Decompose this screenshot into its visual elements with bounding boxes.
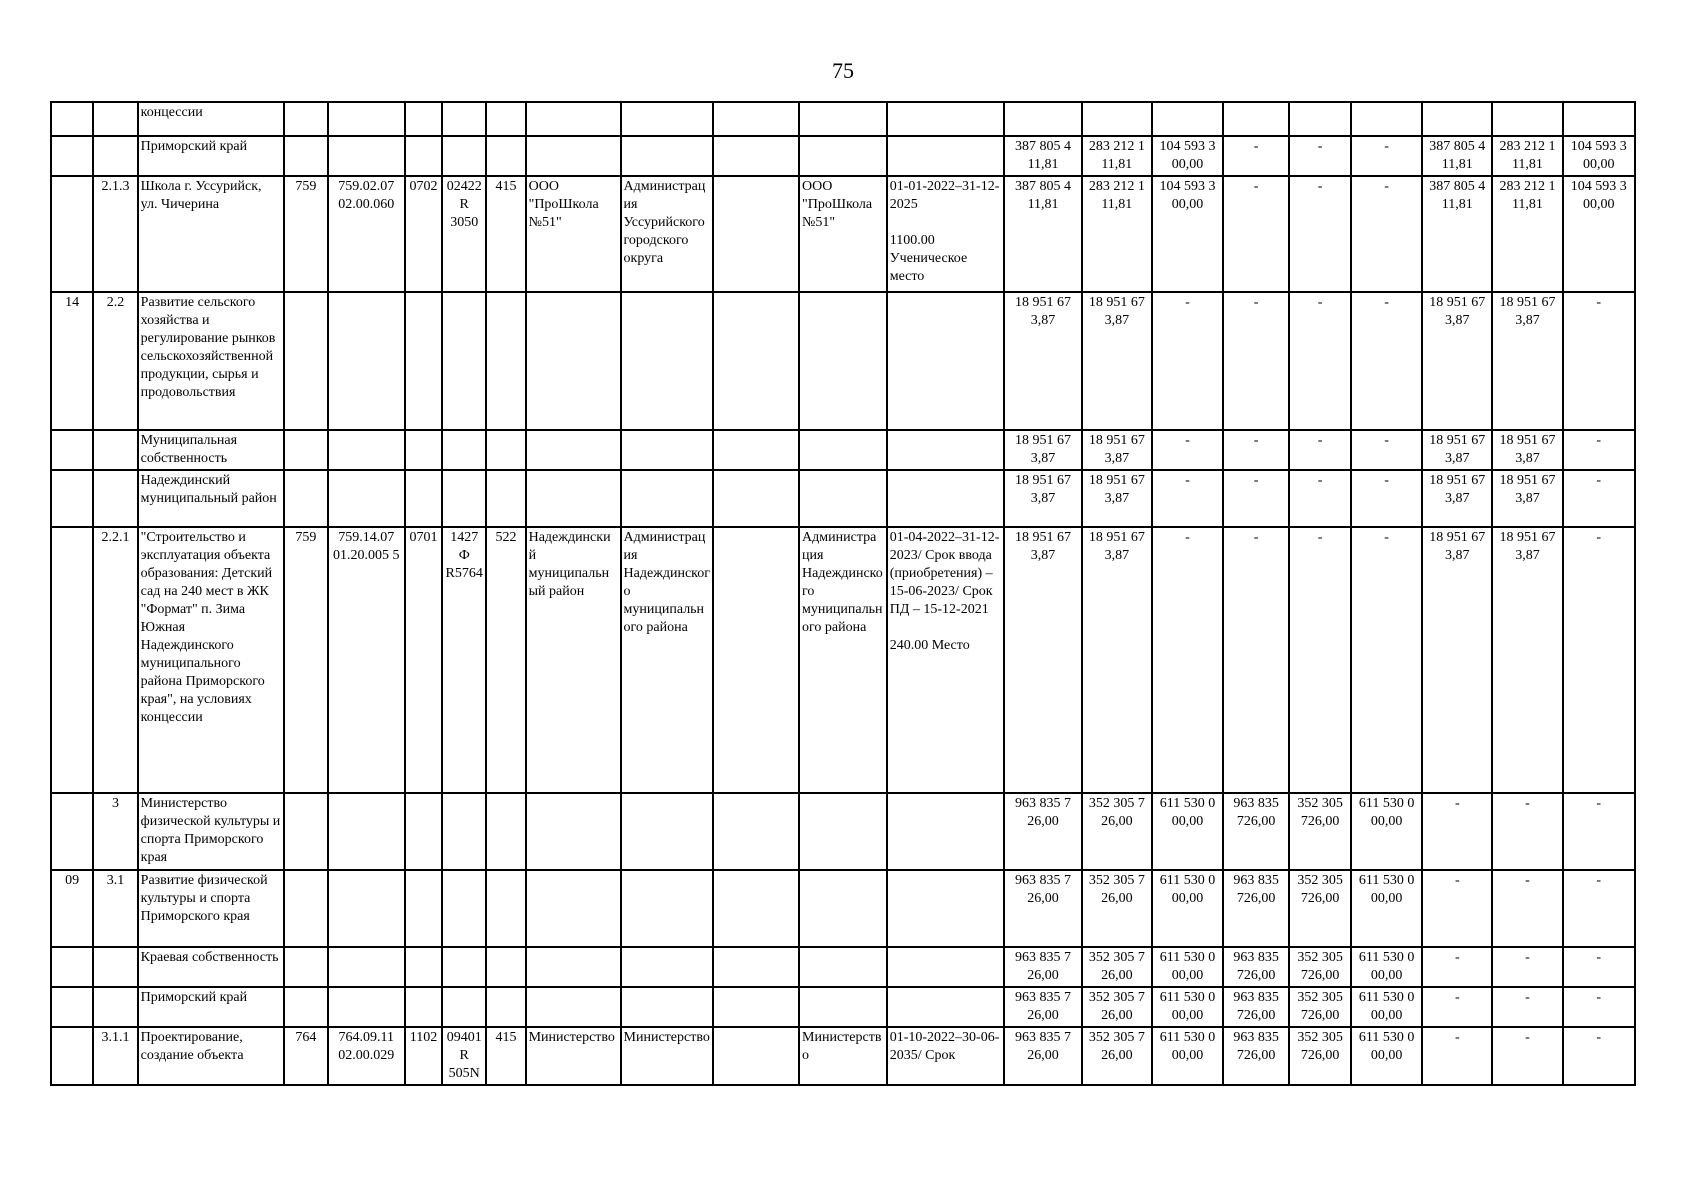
table-cell: 611 530 0 00,00 [1152,793,1223,870]
table-cell [284,470,327,527]
table-cell [713,1027,799,1085]
table-row [51,102,1635,136]
table-cell [887,102,1005,136]
table-cell: 611 530 0 00,00 [1351,947,1422,987]
table-cell: - [1152,430,1223,470]
table-cell [713,793,799,870]
table-cell [713,870,799,947]
table-cell [328,793,405,870]
table-cell [621,793,714,870]
table-row [51,292,1635,430]
table-cell [1082,102,1152,136]
table-cell [51,527,93,793]
table-cell: - [1351,292,1422,430]
table-cell [1422,102,1492,136]
table-cell [486,947,525,987]
table-cell: Министерство [621,1027,714,1085]
table-cell [442,987,486,1027]
table-cell [621,292,714,430]
table-cell: 1102 [405,1027,442,1085]
table-cell [442,793,486,870]
table-cell: 963 835 726,00 [1223,870,1289,947]
table-cell: 18 951 67 3,87 [1082,430,1152,470]
table-cell: - [1422,987,1492,1027]
table-cell [621,136,714,176]
table-cell: 611 530 0 00,00 [1351,870,1422,947]
table-cell [526,102,621,136]
table-cell: 18 951 67 3,87 [1422,470,1492,527]
table-cell: 963 835 726,00 [1223,947,1289,987]
table-cell [621,870,714,947]
table-cell: 18 951 67 3,87 [1492,430,1562,470]
table-cell: 283 212 1 11,81 [1492,176,1562,292]
table-cell: - [1223,527,1289,793]
table-cell: 104 593 3 00,00 [1563,176,1635,292]
table-cell [799,102,887,136]
page-number: 75 [832,58,854,83]
table-cell: 759.02.07 02.00.060 [328,176,405,292]
table-row [51,1027,1635,1085]
table-cell: ООО "ПроШкола №51" [799,176,887,292]
table-cell [405,470,442,527]
table-cell: Развитие сельского хозяйства и регулирование рынков сельскохозяйственной продукции, сырья и продовольствия [138,292,285,430]
budget-table [50,101,1636,1086]
table-cell [51,793,93,870]
table-cell: - [1289,292,1351,430]
table-cell [1004,102,1081,136]
table-cell [1223,102,1289,136]
table-cell: 764 [284,1027,327,1085]
table-cell: - [1563,987,1635,1027]
table-cell [713,470,799,527]
table-cell [713,947,799,987]
table-cell: 2.1.3 [93,176,137,292]
table-cell: 522 [486,527,525,793]
table-cell: 01-10-2022–30-06-2035/ Срок [887,1027,1005,1085]
table-cell: Администрация Надеждинского муниципального района [799,527,887,793]
table-cell [799,947,887,987]
table-cell: 611 530 0 00,00 [1351,987,1422,1027]
table-cell: - [1289,176,1351,292]
table-cell [887,793,1005,870]
table-cell: 01-04-2022–31-12-2023/ Срок ввода (приобретения) – 15-06-2023/ Срок ПД – 15-12-2021 240.00 Место [887,527,1005,793]
table-cell: - [1492,1027,1562,1085]
table-cell: 18 951 67 3,87 [1492,292,1562,430]
table-cell [284,292,327,430]
table-cell [93,102,137,136]
table-row [51,176,1635,292]
table-cell [51,102,93,136]
table-cell: 963 835 7 26,00 [1004,1027,1081,1085]
table-cell [328,870,405,947]
table-cell [442,947,486,987]
table-cell: 18 951 67 3,87 [1004,470,1081,527]
table-cell: 759 [284,176,327,292]
table-cell: - [1351,136,1422,176]
table-cell: Министерство [526,1027,621,1085]
table-cell: 352 305 7 26,00 [1082,1027,1152,1085]
table-cell [526,292,621,430]
table-cell [713,102,799,136]
table-cell: 18 951 67 3,87 [1422,430,1492,470]
table-row [51,430,1635,470]
table-cell [328,947,405,987]
table-cell [405,870,442,947]
table-cell: 283 212 1 11,81 [1082,136,1152,176]
table-cell [887,136,1005,176]
table-cell [621,102,714,136]
table-cell [486,102,525,136]
table-cell [526,136,621,176]
table-cell: 14 [51,292,93,430]
table-cell [887,430,1005,470]
table-cell: концессии [138,102,285,136]
table-cell [1289,102,1351,136]
table-cell: 415 [486,176,525,292]
table-cell: - [1351,176,1422,292]
table-cell [713,176,799,292]
table-cell [799,136,887,176]
table-cell: 18 951 67 3,87 [1082,292,1152,430]
table-cell [887,987,1005,1027]
table-cell: Министерство физической культуры и спорта Приморского края [138,793,285,870]
table-cell [887,292,1005,430]
table-cell: 01-01-2022–31-12-2025 1100.00 Ученическое место [887,176,1005,292]
table-cell: 283 212 1 11,81 [1492,136,1562,176]
table-row [51,136,1635,176]
table-cell [284,430,327,470]
table-cell [51,176,93,292]
table-cell: 104 593 3 00,00 [1563,136,1635,176]
table-cell: Краевая собственность [138,947,285,987]
table-cell: 963 835 726,00 [1223,793,1289,870]
table-cell: Администрация Надеждинского муниципального района [621,527,714,793]
table-cell [405,947,442,987]
table-cell: 352 305 7 26,00 [1082,793,1152,870]
table-cell [442,292,486,430]
table-cell: 18 951 67 3,87 [1004,292,1081,430]
table-cell: 387 805 4 11,81 [1422,176,1492,292]
table-cell [887,947,1005,987]
table-cell: - [1223,292,1289,430]
table-cell: - [1422,870,1492,947]
table-cell: 352 305 7 26,00 [1082,870,1152,947]
table-cell: Муниципальная собственность [138,430,285,470]
table-cell [284,870,327,947]
table-cell [51,987,93,1027]
table-cell: 3.1.1 [93,1027,137,1085]
table-cell [405,102,442,136]
table-cell [713,430,799,470]
table-cell [284,793,327,870]
table-cell: 759 [284,527,327,793]
table-cell: 352 305 726,00 [1289,1027,1351,1085]
table-cell: 387 805 4 11,81 [1004,136,1081,176]
table-cell [93,136,137,176]
table-row [51,793,1635,870]
table-cell: 18 951 67 3,87 [1004,527,1081,793]
table-cell: - [1492,987,1562,1027]
table-cell [93,987,137,1027]
table-cell: - [1563,430,1635,470]
table-cell [284,987,327,1027]
table-cell [799,430,887,470]
table-cell: Надеждинский муниципальный район [526,527,621,793]
table-cell [51,947,93,987]
table-cell [328,292,405,430]
table-cell: 611 530 0 00,00 [1152,870,1223,947]
table-cell [93,947,137,987]
table-cell [93,470,137,527]
table-cell: 09 [51,870,93,947]
table-cell: 104 593 3 00,00 [1152,176,1223,292]
table-cell: 3 [93,793,137,870]
table-cell [328,470,405,527]
table-cell: 352 305 7 26,00 [1082,947,1152,987]
table-cell: 611 530 0 00,00 [1152,987,1223,1027]
table-cell [486,870,525,947]
table-cell: 387 805 4 11,81 [1422,136,1492,176]
table-cell: 963 835 7 26,00 [1004,947,1081,987]
table-cell: - [1351,470,1422,527]
table-cell: 611 530 0 00,00 [1152,947,1223,987]
table-cell [526,793,621,870]
table-cell [284,102,327,136]
table-cell: 759.14.07 01.20.005 5 [328,527,405,793]
table-row [51,947,1635,987]
table-row [51,987,1635,1027]
table-cell: 963 835 726,00 [1223,1027,1289,1085]
table-cell: - [1351,527,1422,793]
table-cell [799,470,887,527]
table-cell [405,136,442,176]
table-cell [51,136,93,176]
table-cell [887,870,1005,947]
table-cell: - [1289,136,1351,176]
table-cell [526,987,621,1027]
table-cell: - [1351,430,1422,470]
table-cell: 387 805 4 11,81 [1004,176,1081,292]
table-cell: 415 [486,1027,525,1085]
table-cell [713,292,799,430]
table-cell [526,870,621,947]
table-cell: 352 305 7 26,00 [1082,987,1152,1027]
table-cell [486,430,525,470]
table-cell: 352 305 726,00 [1289,987,1351,1027]
table-cell: 611 530 0 00,00 [1351,1027,1422,1085]
table-cell: 963 835 7 26,00 [1004,987,1081,1027]
table-cell: - [1152,470,1223,527]
table-cell: - [1563,947,1635,987]
table-cell [713,987,799,1027]
table-cell: Приморский край [138,987,285,1027]
table-row [51,527,1635,793]
table-cell: - [1492,947,1562,987]
table-cell: 2.2 [93,292,137,430]
table-cell [442,430,486,470]
table-cell: 3.1 [93,870,137,947]
table-cell [442,102,486,136]
table-cell [284,136,327,176]
table-cell [526,947,621,987]
table-cell [442,470,486,527]
table-cell: 283 212 1 11,81 [1082,176,1152,292]
table-cell [328,102,405,136]
table-cell: - [1223,176,1289,292]
table-cell: - [1289,430,1351,470]
table-cell [887,470,1005,527]
table-cell [486,987,525,1027]
table-cell [526,470,621,527]
table-cell: - [1563,470,1635,527]
table-cell: 611 530 0 00,00 [1351,793,1422,870]
table-cell: - [1152,292,1223,430]
table-cell [621,947,714,987]
table-cell: 764.09.11 02.00.029 [328,1027,405,1085]
table-cell: Проектирование, создание объекта [138,1027,285,1085]
table-cell: 963 835 7 26,00 [1004,793,1081,870]
table-cell: 963 835 7 26,00 [1004,870,1081,947]
table-cell [405,292,442,430]
table-cell: - [1289,527,1351,793]
table-cell [621,470,714,527]
table-row [51,470,1635,527]
table-cell [1492,102,1562,136]
table-cell: Надеждинский муниципальный район [138,470,285,527]
table-cell: 352 305 726,00 [1289,870,1351,947]
table-cell: - [1422,1027,1492,1085]
table-cell: - [1563,1027,1635,1085]
table-cell [486,136,525,176]
table-cell [486,470,525,527]
table-cell [328,430,405,470]
table-cell: 18 951 67 3,87 [1422,527,1492,793]
table-cell [713,527,799,793]
table-cell [93,430,137,470]
table-cell [51,1027,93,1085]
table-cell: - [1152,527,1223,793]
table-cell: 0702 [405,176,442,292]
table-cell: - [1563,292,1635,430]
table-cell: - [1422,793,1492,870]
table-cell [486,292,525,430]
table-cell [405,793,442,870]
table-cell [799,870,887,947]
table-cell: Школа г. Уссурийск, ул. Чичерина [138,176,285,292]
table-cell: Администрация Уссурийского городского округа [621,176,714,292]
table-cell [405,430,442,470]
table-cell [1351,102,1422,136]
table-cell: 18 951 67 3,87 [1422,292,1492,430]
table-cell: 18 951 67 3,87 [1492,470,1562,527]
table-cell: 18 951 67 3,87 [1082,527,1152,793]
table-cell: 18 951 67 3,87 [1004,430,1081,470]
table-cell [1563,102,1635,136]
table-cell: Министерство [799,1027,887,1085]
table-cell [799,793,887,870]
table-cell [442,136,486,176]
table-cell: 09401R 505N [442,1027,486,1085]
table-cell [328,987,405,1027]
table-cell [328,136,405,176]
table-cell: 0701 [405,527,442,793]
table-cell: - [1223,136,1289,176]
table-cell: 2.2.1 [93,527,137,793]
table-cell: 963 835 726,00 [1223,987,1289,1027]
table-cell: Развитие физической культуры и спорта Приморского края [138,870,285,947]
table-cell: 02422R 3050 [442,176,486,292]
table-cell: - [1492,793,1562,870]
table-cell [526,430,621,470]
table-cell: 18 951 67 3,87 [1082,470,1152,527]
table-cell: - [1223,470,1289,527]
table-cell: - [1289,470,1351,527]
table-cell: 1427Ф R5764 [442,527,486,793]
table-cell [1152,102,1223,136]
table-cell: 104 593 3 00,00 [1152,136,1223,176]
table-cell [621,987,714,1027]
table-cell: "Строительство и эксплуатация объекта образования: Детский сад на 240 мест в ЖК "Формат" п. Зима Южная Надеждинского муниципального района Приморского края", на условиях концессии [138,527,285,793]
table-cell [405,987,442,1027]
table-cell: 18 951 67 3,87 [1492,527,1562,793]
table-cell: - [1563,870,1635,947]
table-cell: 352 305 726,00 [1289,793,1351,870]
table-cell: - [1563,527,1635,793]
table-cell: Приморский край [138,136,285,176]
table-cell [284,947,327,987]
table-cell [799,987,887,1027]
table-cell: 352 305 726,00 [1289,947,1351,987]
table-cell: - [1223,430,1289,470]
table-cell [51,430,93,470]
table-cell: 611 530 0 00,00 [1152,1027,1223,1085]
table-cell: - [1422,947,1492,987]
table-cell [486,793,525,870]
table-cell: - [1563,793,1635,870]
table-cell [799,292,887,430]
table-cell [713,136,799,176]
table-cell: ООО "ПроШкола №51" [526,176,621,292]
table-cell [442,870,486,947]
table-cell [51,470,93,527]
table-row [51,870,1635,947]
table-cell: - [1492,870,1562,947]
table-cell [621,430,714,470]
